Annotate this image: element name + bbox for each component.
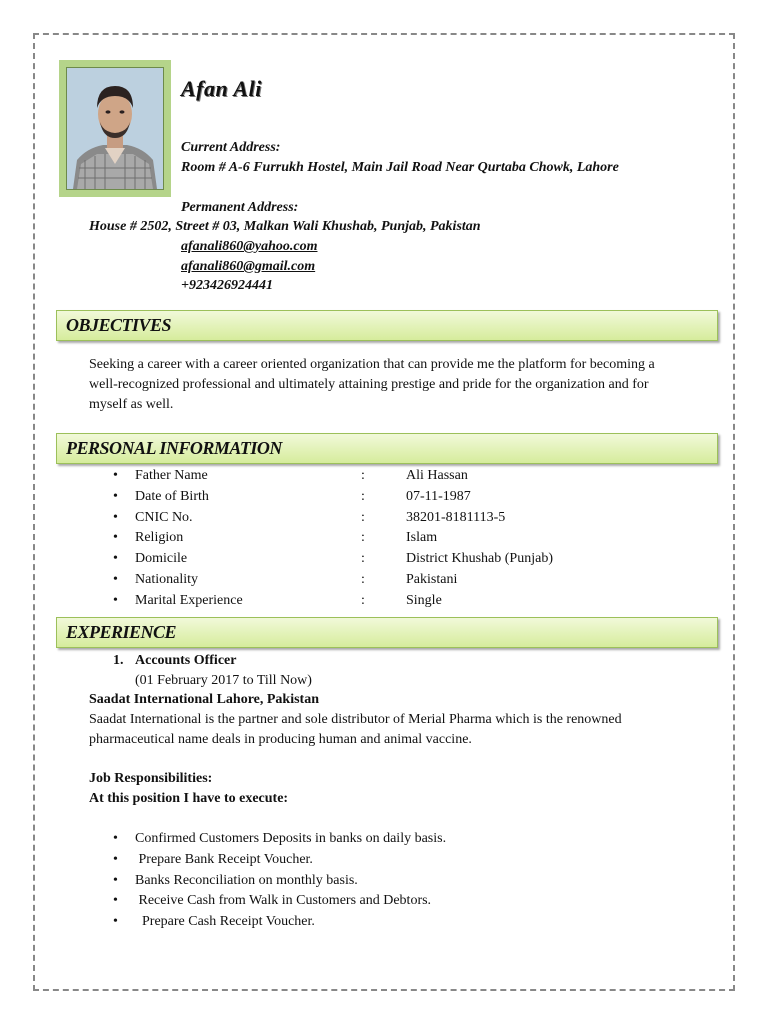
candidate-name: Afan Ali [181,76,262,101]
objectives-line: well-recognized professional and ultimately attaining prestige and pride for the organization and for [89,377,649,392]
info-label: CNIC No. [135,510,193,525]
position-label: At this position I have to execute: [89,791,289,806]
info-label: Religion [135,530,184,545]
info-row-cnic [113,510,713,531]
info-row-religion [113,530,713,551]
bullet: • [113,893,118,908]
info-value: Single [406,593,442,608]
info-value: Islam [406,530,438,545]
company-description-line: pharmaceutical name deals in producing human and animal vaccine. [89,732,472,747]
info-label: Father Name [135,468,208,483]
info-separator: : [361,593,365,608]
info-separator: : [361,530,365,545]
bullet: • [113,593,118,608]
current-address: Room # A-6 Furrukh Hostel, Main Jail Road Near Qurtaba Chowk, Lahore [181,160,619,175]
info-separator: : [361,510,365,525]
permanent-address-label: Permanent Address: [181,200,299,215]
current-address-label: Current Address: [181,140,281,155]
responsibility-item [113,893,713,914]
info-separator: : [361,551,365,566]
info-label: Marital Experience [135,593,243,608]
objectives-text [89,355,709,415]
email-gmail-link[interactable]: afanali860@gmail.com [181,259,316,274]
bullet: • [113,914,118,929]
phone-number: +923426924441 [181,278,273,293]
objectives-line: myself as well. [89,397,174,412]
responsibility-item [113,914,713,935]
bullet: • [113,530,118,545]
info-row-father-name [113,468,713,489]
info-separator: : [361,572,365,587]
objectives-line: Seeking a career with a career oriented organization that can provide me the platform for becoming a [89,357,655,372]
personal-info-title: PERSONAL INFORMATION [66,438,282,458]
responsibility-text: Prepare Bank Receipt Voucher. [135,852,313,867]
job-period: (01 February 2017 to Till Now) [135,673,312,688]
responsibility-text: Receive Cash from Walk in Customers and Debtors. [135,893,432,908]
objectives-title: OBJECTIVES [66,315,172,335]
info-row-date-of-birth [113,489,713,510]
profile-photo [66,67,164,190]
responsibility-text: Prepare Cash Receipt Voucher. [135,914,315,929]
bullet: • [113,489,118,504]
info-separator: : [361,468,365,483]
bullet: • [113,873,118,888]
personal-info-section-header [56,433,718,464]
responsibilities-label: Job Responsibilities: [89,771,213,786]
info-label: Date of Birth [135,489,209,504]
responsibility-item [113,852,713,873]
objectives-section-header [56,310,718,341]
company-description-line: Saadat International is the partner and sole distributor of Merial Pharma which is the renowned [89,712,622,727]
experience-section-header [56,617,718,648]
info-row-domicile [113,551,713,572]
info-row-marital [113,593,713,614]
info-value: 38201-8181113-5 [406,510,506,525]
email-yahoo-link[interactable]: afanali860@yahoo.com [181,239,318,254]
responsibility-item [113,831,713,852]
info-label: Domicile [135,551,188,566]
info-value: 07-11-1987 [406,489,471,504]
bullet: • [113,831,118,846]
bullet: • [113,551,118,566]
responsibility-text: Banks Reconciliation on monthly basis. [135,873,358,888]
info-row-nationality [113,572,713,593]
bullet: • [113,852,118,867]
job-title: Accounts Officer [135,653,237,668]
bullet: • [113,468,118,483]
profile-photo-frame [59,60,171,197]
experience-title: EXPERIENCE [66,622,177,642]
info-separator: : [361,489,365,504]
info-value: District Khushab (Punjab) [406,551,553,566]
job-number: 1. [113,653,124,668]
info-value: Ali Hassan [406,468,468,483]
info-label: Nationality [135,572,198,587]
bullet: • [113,510,118,525]
responsibility-text: Confirmed Customers Deposits in banks on daily basis. [135,831,447,846]
info-value: Pakistani [406,572,458,587]
responsibility-item [113,873,713,894]
company-name: Saadat International Lahore, Pakistan [89,692,319,707]
bullet: • [113,572,118,587]
permanent-address: House # 2502, Street # 03, Malkan Wali Khushab, Punjab, Pakistan [89,219,481,234]
